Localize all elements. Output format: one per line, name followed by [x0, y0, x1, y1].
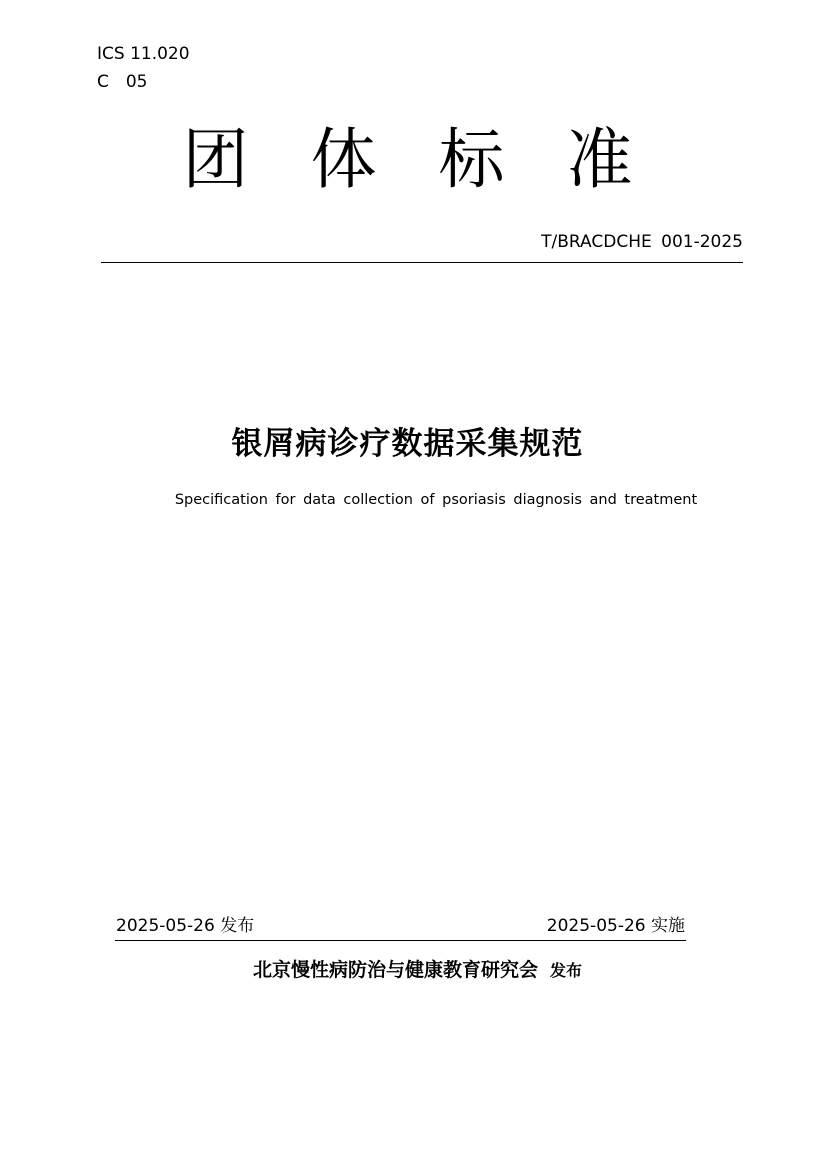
document-title-english: Specification for data collection of psoriasis diagnosis and treatment	[174, 492, 698, 508]
publication-date: 2025-05-26 发布	[116, 916, 255, 936]
publisher-line	[0, 957, 815, 984]
ics-code: ICS 11.020	[97, 44, 190, 64]
document-type-heading: 团体标准	[182, 121, 695, 198]
publisher-action: 发布	[550, 961, 583, 980]
header-divider	[101, 262, 743, 263]
footer-divider	[115, 940, 686, 941]
standard-number: T/BRACDCHE 001-2025	[541, 232, 743, 252]
implementation-date: 2025-05-26 实施	[546, 916, 685, 936]
ccs-code: C 05	[97, 72, 148, 92]
publisher-name: 北京慢性病防治与健康教育研究会	[252, 959, 538, 981]
document-title-chinese: 银屑病诊疗数据采集规范	[231, 426, 584, 462]
